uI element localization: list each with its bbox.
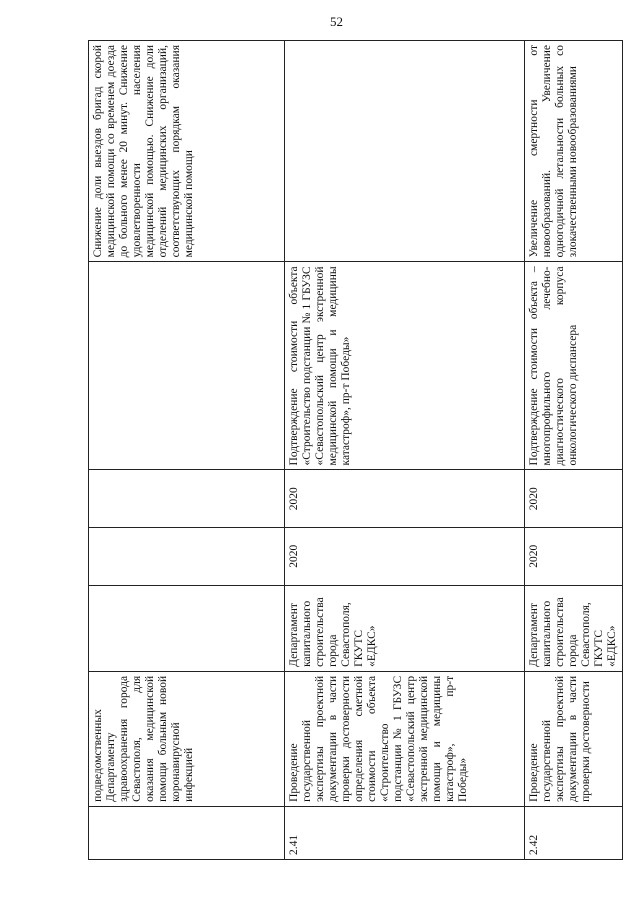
- measures-table: [88, 40, 623, 860]
- year-start-cell: 2020: [285, 528, 525, 586]
- year-end-cell: 2020: [525, 470, 623, 528]
- indicator-cell: Увеличение смертности от новообразований. Увеличение одногодичной летальности больных со злокачественными новообразованиями: [525, 41, 623, 262]
- row-number: 2.41: [285, 806, 525, 859]
- executor-cell: Департамент капитального строительства города Севастополя, ГКУТС «ЕДКС»: [285, 585, 525, 671]
- table-row: [525, 41, 623, 860]
- executor-cell: [89, 585, 285, 671]
- year-end-cell: 2020: [285, 470, 525, 528]
- year-start-cell: [89, 528, 285, 586]
- year-end-cell: [89, 470, 285, 528]
- event-cell: Проведение государственной экспертизы проектной документации в части проверки достоверности определения сметной стоимости объекта «Строительство подстанции № 1 ГБУЗС «Севастопольский центр экстренной медицинской помощи и медицины катастроф», пр-т Победы»: [285, 671, 525, 806]
- executor-cell: Департамент капитального строительства города Севастополя, ГКУТС «ЕДКС»: [525, 585, 623, 671]
- row-number: [89, 806, 285, 859]
- result-cell: Подтверждение стоимости объекта – многопрофильного лечебно-диагностического корпуса онкологического диспансера: [525, 262, 623, 470]
- table-row: [285, 41, 525, 860]
- rotated-table-container: [88, 40, 618, 860]
- indicator-cell: [285, 41, 525, 262]
- table-row: [89, 41, 285, 860]
- result-cell: [89, 262, 285, 470]
- indicator-cell: Снижение доли выездов бригад скорой медицинской помощи со временем доезда до больного менее 20 минут. Снижение удовлетворенности населения медицинской помощью. Снижение доли отделений медицинских организаций, соответствующих порядкам оказания медицинской помощи: [89, 41, 285, 262]
- event-cell: подведомственных Департаменту здравоохранения города Севастополя, для оказания медицинской помощи больным новой коронавирусной инфекцией: [89, 671, 285, 806]
- row-number: 2.42: [525, 806, 623, 859]
- result-cell: Подтверждение стоимости объекта «Строительство подстанции № 1 ГБУЗС «Севастопольский центр экстренной медицинской помощи и медицины катастроф», пр-т Победы»: [285, 262, 525, 470]
- page-number: 52: [330, 14, 343, 29]
- event-cell: Проведение государственной экспертизы проектной документации в части проверки достоверности: [525, 671, 623, 806]
- year-start-cell: 2020: [525, 528, 623, 586]
